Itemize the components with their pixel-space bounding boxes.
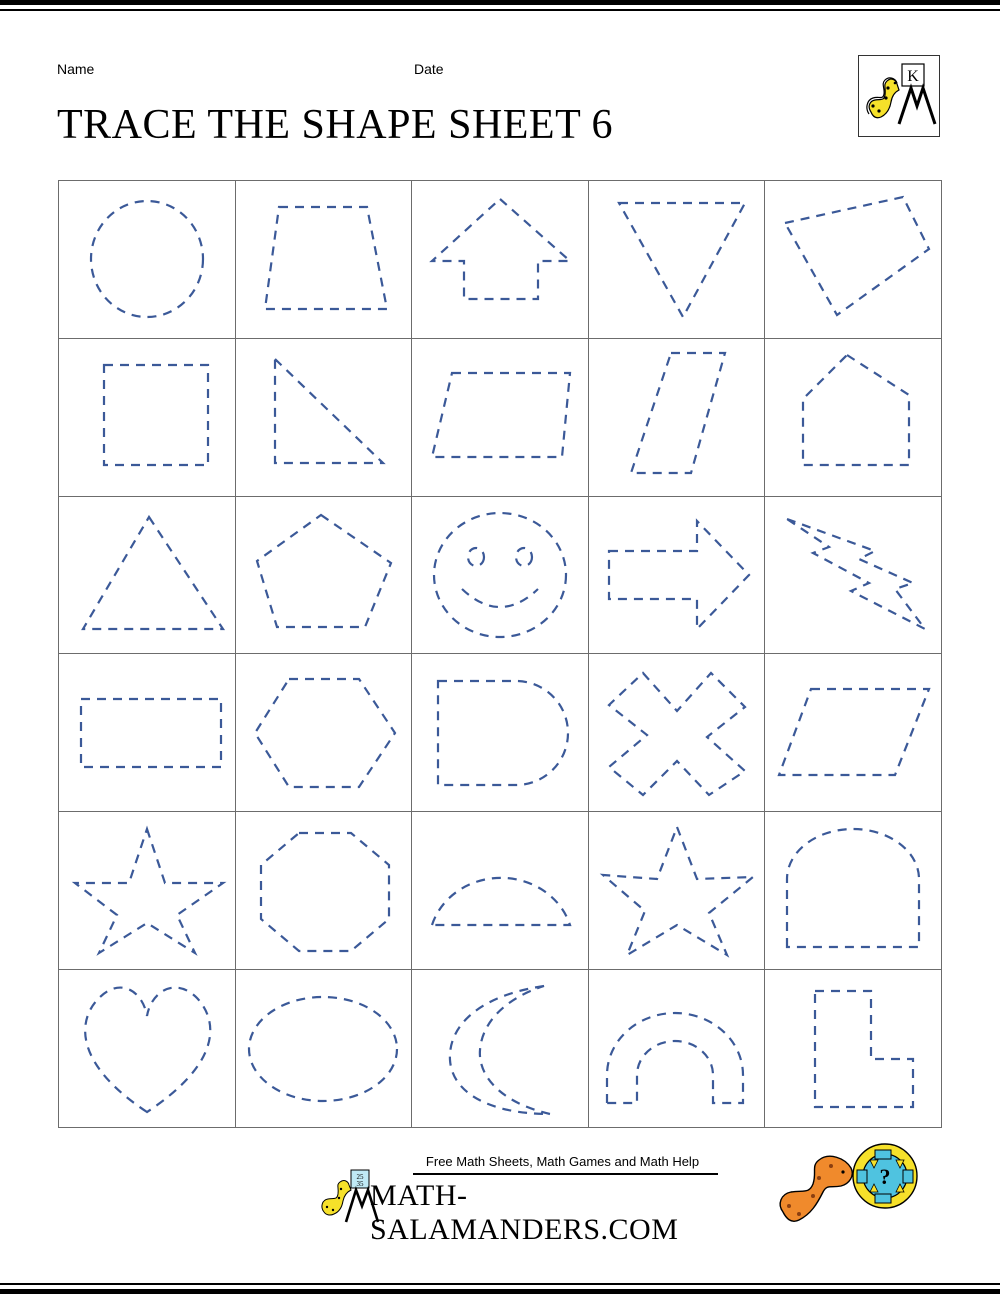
shape-cell-smiley-face — [412, 497, 589, 655]
shape-cell-octagon — [236, 812, 413, 970]
top-border-rule-thick — [0, 0, 1000, 5]
shape-cell-arch-dome — [765, 812, 942, 970]
footer — [0, 1134, 1000, 1274]
shape-cell-semicircle-rectangle — [412, 654, 589, 812]
shape-cell-kite-quadrilateral — [765, 181, 942, 339]
badge-question-mark: ? — [879, 1164, 891, 1189]
date-label: Date — [414, 61, 444, 77]
shape-cell-rainbow-arch — [589, 970, 766, 1128]
shape-cell-right-triangle — [236, 339, 413, 497]
bottom-border-rule-thin — [0, 1283, 1000, 1285]
shape-cell-trapezoid-wide — [412, 339, 589, 497]
shape-cell-L-shape — [765, 970, 942, 1128]
top-border-rule-thin — [0, 9, 1000, 11]
shape-cell-right-arrow — [589, 497, 766, 655]
svg-text:25: 25 — [356, 1173, 364, 1181]
shapes-grid — [58, 180, 942, 1128]
shape-cell-oval — [236, 970, 413, 1128]
shape-cell-hexagon — [236, 654, 413, 812]
svg-text:K: K — [907, 68, 919, 85]
shape-cell-square — [59, 339, 236, 497]
footer-divider — [413, 1173, 718, 1175]
shape-cell-lightning-bolt — [765, 497, 942, 655]
math-salamanders-logo — [858, 55, 940, 137]
shape-cell-pentagon — [236, 497, 413, 655]
shape-cell-parallelogram-slanted — [589, 339, 766, 497]
footer-mascot-illustration — [775, 1134, 925, 1244]
shape-cell-star-five-point — [59, 812, 236, 970]
shape-cell-inverted-triangle — [589, 181, 766, 339]
shape-cell-pentagon-house — [765, 339, 942, 497]
name-label: Name — [57, 61, 95, 77]
shape-cell-circle — [59, 181, 236, 339]
bottom-border-rule-thick — [0, 1289, 1000, 1294]
shape-cell-crescent-moon — [412, 970, 589, 1128]
shape-cell-triangle — [59, 497, 236, 655]
shape-cell-rectangle — [59, 654, 236, 812]
shape-cell-cross-x — [589, 654, 766, 812]
shape-cell-trapezoid — [236, 181, 413, 339]
shape-cell-up-arrow — [412, 181, 589, 339]
shape-cell-star-five-point-wide — [589, 812, 766, 970]
shape-cell-half-circle-dome — [412, 812, 589, 970]
shape-cell-heart — [59, 970, 236, 1128]
footer-tagline: Free Math Sheets, Math Games and Math Help — [425, 1154, 700, 1169]
footer-brand: MATH-SALAMANDERS.COM — [370, 1179, 679, 1246]
page-title: TRACE THE SHAPE SHEET 6 — [57, 102, 613, 148]
svg-text:35: 35 — [356, 1180, 364, 1188]
shape-cell-parallelogram — [765, 654, 942, 812]
